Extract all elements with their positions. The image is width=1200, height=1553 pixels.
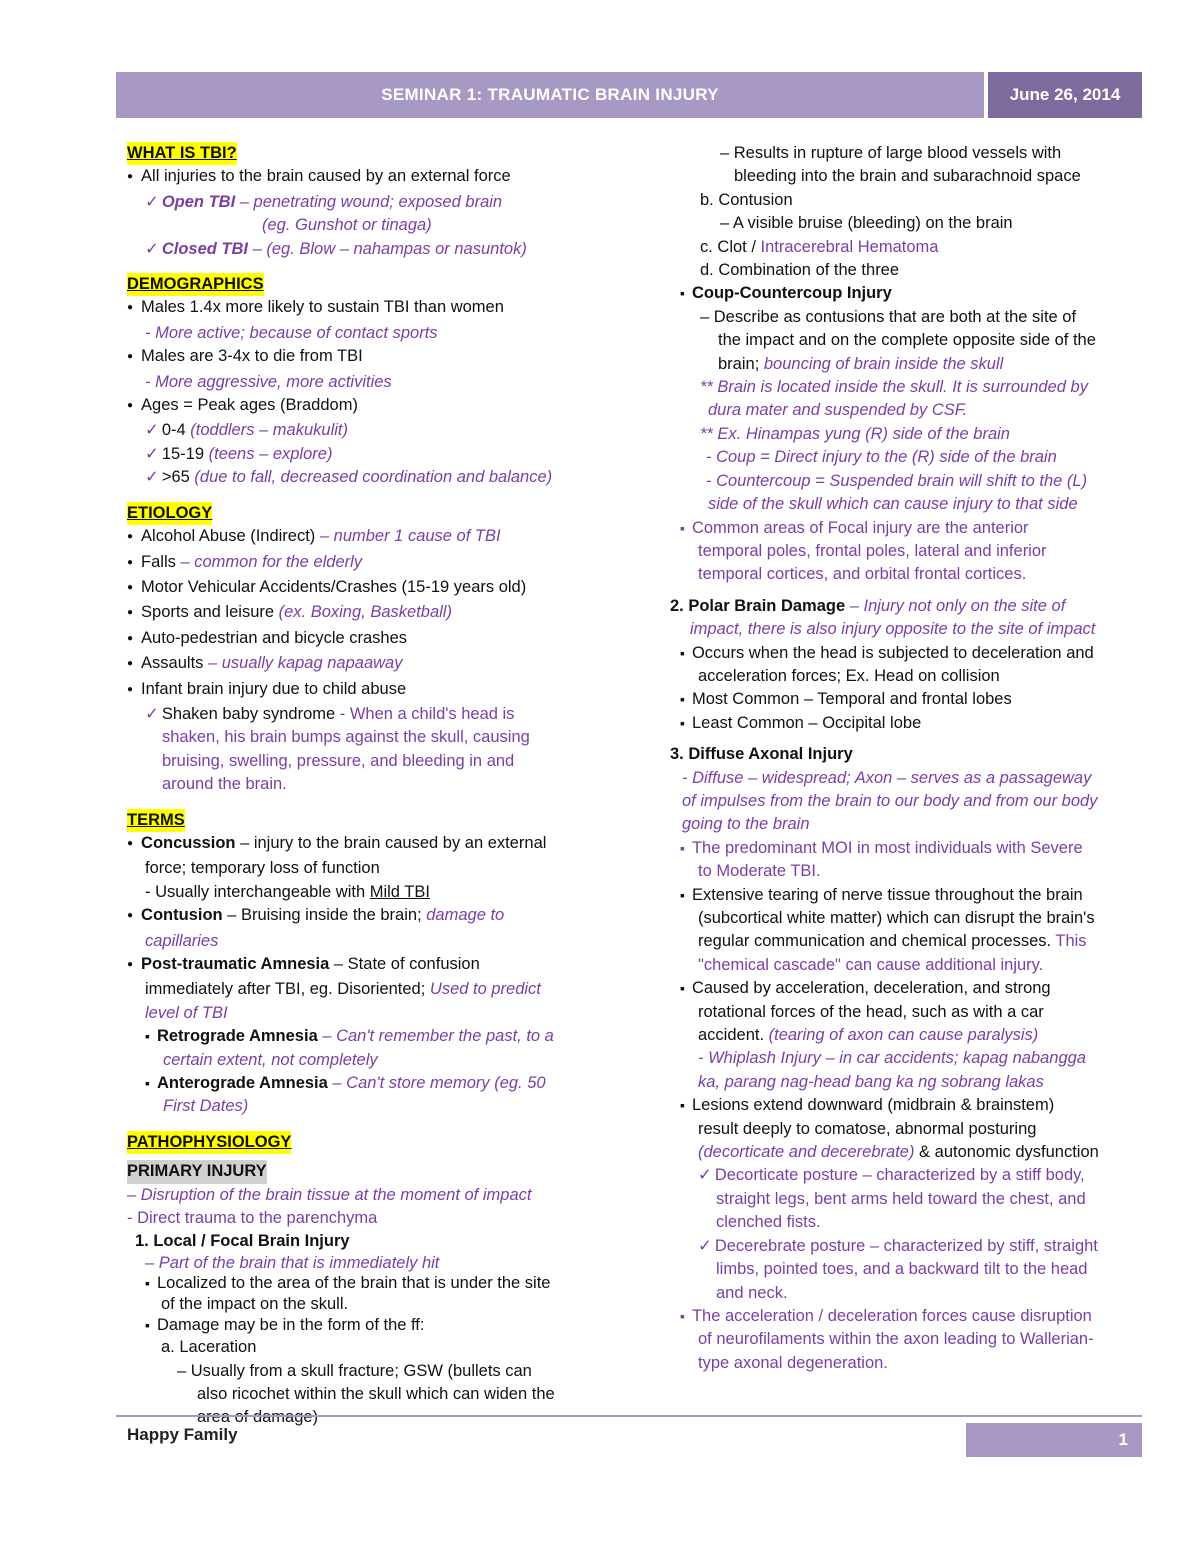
text-line: - Countercoup = Suspended brain will shift to the (L) <box>706 471 1088 490</box>
text-line: – Usually from a skull fracture; GSW (bullets can <box>177 1361 532 1380</box>
text-line: - Direct trauma to the parenchyma <box>127 1209 378 1228</box>
subheading: 3. Diffuse Axonal Injury <box>670 745 853 764</box>
text-line: of the impact on the skull. <box>161 1294 349 1313</box>
text-line: force; temporary loss of function <box>145 859 380 878</box>
text-line: immediately after TBI, eg. Disoriented; Used to predict <box>145 980 541 999</box>
text-line: to Moderate TBI. <box>698 862 821 881</box>
text-line: c. Clot / Intracerebral Hematoma <box>700 237 939 256</box>
text-line: capillaries <box>145 931 219 950</box>
list-item: ● Auto-pedestrian and bicycle crashes <box>127 627 657 652</box>
list-item: ● Falls – common for the elderly <box>127 551 657 576</box>
check-icon: ✓ <box>145 192 159 211</box>
heading-pathophysiology: PATHOPHYSIOLOGY <box>127 1131 291 1154</box>
list-item: ▪ Extensive tearing of nerve tissue throughout the brain <box>670 884 1140 907</box>
page-header <box>116 72 1142 118</box>
list-item: ✓ Open TBI – penetrating wound; exposed brain <box>145 192 503 211</box>
text-line: clenched fists. <box>716 1213 821 1232</box>
list-item: ▪ Localized to the area of the brain that is under the site <box>127 1273 657 1294</box>
list-item: ● Assaults – usually kapag napaaway <box>127 652 657 677</box>
text-line: rotational forces of the head, such as with a car <box>698 1002 1044 1021</box>
list-item: ✓ Decerebrate posture – characterized by stiff, straight <box>698 1236 1098 1255</box>
text-line: regular communication and chemical processes. This <box>698 932 1087 951</box>
list-item: ▪ Damage may be in the form of the ff: <box>127 1315 657 1336</box>
text-line: going to the brain <box>682 815 810 834</box>
text-line: ka, parang nag-head bang ka ng sobrang lakas <box>698 1072 1044 1091</box>
text-line: – Results in rupture of large blood vessels with <box>720 144 1062 162</box>
text-line: temporal poles, frontal poles, lateral and inferior <box>698 541 1047 560</box>
list-item: ▪ Retrograde Amnesia – Can't remember the past, to a <box>127 1025 657 1048</box>
heading-demographics: DEMOGRAPHICS <box>127 273 264 296</box>
note: - More aggressive, more activities <box>145 372 392 391</box>
text-line: a. Laceration <box>161 1337 257 1356</box>
heading-what-is-tbi: WHAT IS TBI? <box>127 142 237 165</box>
footer-group-name: Happy Family <box>127 1425 238 1444</box>
list-item: ● Post-traumatic Amnesia – State of confusion <box>127 953 657 978</box>
text-line: (decorticate and decerebrate) & autonomic dysfunction <box>698 1143 1099 1162</box>
text-line: bleeding into the brain and subarachnoid space <box>734 167 1081 186</box>
list-item: ▪ The predominant MOI in most individuals with Severe <box>670 837 1140 860</box>
list-item: ▪ Least Common – Occipital lobe <box>670 712 1140 735</box>
text-line: – A visible bruise (bleeding) on the brain <box>720 214 1013 233</box>
list-item: ● Concussion – injury to the brain caused by an external <box>127 832 657 857</box>
text-line: shaken, his brain bumps against the skull, causing <box>162 728 530 747</box>
subheading: 2. Polar Brain Damage – Injury not only on the site of <box>670 596 1066 615</box>
list-item: ▪ Common areas of Focal injury are the anterior <box>670 517 1140 540</box>
list-item: ✓ Shaken baby syndrome - When a child's head is <box>145 704 515 723</box>
text-line: (subcortical white matter) which can disrupt the brain's <box>698 909 1095 927</box>
text-line: - Coup = Direct injury to the (R) side of the brain <box>706 448 1057 467</box>
text-line: – Describe as contusions that are both at the site of <box>700 307 1077 326</box>
list-item: ● Contusion – Bruising inside the brain; damage to <box>127 904 657 929</box>
text-line: dura mater and suspended by CSF. <box>708 401 968 420</box>
list-item: ▪ Coup-Countercoup Injury <box>670 282 1140 305</box>
text-line: the impact and on the complete opposite side of the <box>718 331 1096 350</box>
note: - More active; because of contact sports <box>145 323 438 342</box>
list-item: ✓ Closed TBI – (eg. Blow – nahampas or nasuntok) <box>145 239 527 258</box>
check-icon: ✓ <box>145 704 159 723</box>
text-line: – Disruption of the brain tissue at the moment of impact <box>127 1185 532 1204</box>
text-line: ** Brain is located inside the skull. It is surrounded by <box>700 378 1088 397</box>
list-item: ▪ Caused by acceleration, deceleration, and strong <box>670 977 1140 1000</box>
document-date: June 26, 2014 <box>988 72 1142 118</box>
list-item: ● All injuries to the brain caused by an external force <box>127 165 657 190</box>
list-item: ● Ages = Peak ages (Braddom) <box>127 394 657 419</box>
text-line: ** Ex. Hinampas yung (R) side of the brain <box>700 424 1010 443</box>
text-line: of impulses from the brain to our body and from our body <box>682 791 1098 810</box>
list-item: ● Sports and leisure (ex. Boxing, Basketball) <box>127 601 657 626</box>
text-line: of neurofilaments within the axon leading to Wallerian- <box>698 1330 1094 1349</box>
list-item: ✓ Decorticate posture – characterized by a stiff body, <box>698 1166 1085 1185</box>
check-icon: ✓ <box>698 1166 712 1185</box>
text-line: around the brain. <box>162 775 287 794</box>
list-item: ▪ Lesions extend downward (midbrain & brainstem) <box>670 1094 1140 1117</box>
text-line: – Part of the brain that is immediately hit <box>145 1253 440 1272</box>
text-line: d. Combination of the three <box>700 261 900 280</box>
list-item: ● Infant brain injury due to child abuse <box>127 678 657 703</box>
text-line: type axonal degeneration. <box>698 1353 888 1372</box>
page-number: 1 <box>966 1423 1142 1457</box>
check-icon: ✓ <box>145 444 159 463</box>
text-line: straight legs, bent arms held toward the chest, and <box>716 1189 1086 1208</box>
list-item: ▪ Occurs when the head is subjected to deceleration and <box>670 642 1140 665</box>
heading-etiology: ETIOLOGY <box>127 502 212 525</box>
text-line: limbs, pointed toes, and a backward tilt to the head <box>716 1260 1088 1279</box>
check-icon: ✓ <box>145 421 159 440</box>
list-item: ▪ Most Common – Temporal and frontal lobes <box>670 688 1140 711</box>
list-item: ✓ 15-19 (teens – explore) <box>145 444 333 463</box>
left-column <box>127 142 657 1429</box>
text-line: - Whiplash Injury – in car accidents; kapag nabangga <box>698 1049 1086 1068</box>
text-line: result deeply to comatose, abnormal posturing <box>698 1119 1037 1138</box>
text-line: "chemical cascade" can cause additional injury. <box>698 955 1044 974</box>
list-item: ✓ >65 (due to fall, decreased coordination and balance) <box>145 468 553 487</box>
check-icon: ✓ <box>698 1236 712 1255</box>
check-icon: ✓ <box>145 239 159 258</box>
list-item: ▪ The acceleration / deceleration forces cause disruption <box>670 1305 1140 1328</box>
list-item: ▪ Anterograde Amnesia – Can't store memory (eg. 50 <box>127 1072 657 1095</box>
text-line: First Dates) <box>163 1097 249 1116</box>
text-line: accident. (tearing of axon can cause paralysis) <box>698 1026 1039 1045</box>
text-line: - Usually interchangeable with Mild TBI <box>145 882 430 901</box>
check-icon: ✓ <box>145 468 159 487</box>
note: (eg. Gunshot or tinaga) <box>262 216 432 235</box>
subheading: 1. Local / Focal Brain Injury <box>135 1232 350 1251</box>
text-line: b. Contusion <box>700 190 793 209</box>
text-line: bruising, swelling, pressure, and bleeding in and <box>162 751 515 770</box>
heading-terms: TERMS <box>127 809 185 832</box>
text-line: also ricochet within the skull which can widen the <box>197 1384 555 1403</box>
footer-divider <box>116 1415 1142 1417</box>
text-line: temporal cortices, and orbital frontal cortices. <box>698 565 1027 584</box>
text-line: level of TBI <box>145 1003 228 1022</box>
text-line: impact, there is also injury opposite to the site of impact <box>690 620 1096 639</box>
text-line: - Diffuse – widespread; Axon – serves as a passageway <box>682 768 1092 787</box>
text-line: acceleration forces; Ex. Head on collision <box>698 666 1000 685</box>
text-line: side of the skull which can cause injury to that side <box>708 495 1078 514</box>
document-title: SEMINAR 1: TRAUMATIC BRAIN INJURY <box>116 72 984 118</box>
list-item: ● Motor Vehicular Accidents/Crashes (15-19 years old) <box>127 576 657 601</box>
right-column <box>670 142 1140 1375</box>
text-line: certain extent, not completely <box>163 1050 378 1069</box>
list-item: ● Alcohol Abuse (Indirect) – number 1 cause of TBI <box>127 525 657 550</box>
list-item: ● Males are 3-4x to die from TBI <box>127 345 657 370</box>
text-line: brain; bouncing of brain inside the skull <box>718 354 1004 373</box>
heading-primary-injury: PRIMARY INJURY <box>127 1160 267 1183</box>
list-item: ● Males 1.4x more likely to sustain TBI than women <box>127 296 657 321</box>
list-item: ✓ 0-4 (toddlers – makukulit) <box>145 421 348 440</box>
text-line: and neck. <box>716 1283 788 1302</box>
